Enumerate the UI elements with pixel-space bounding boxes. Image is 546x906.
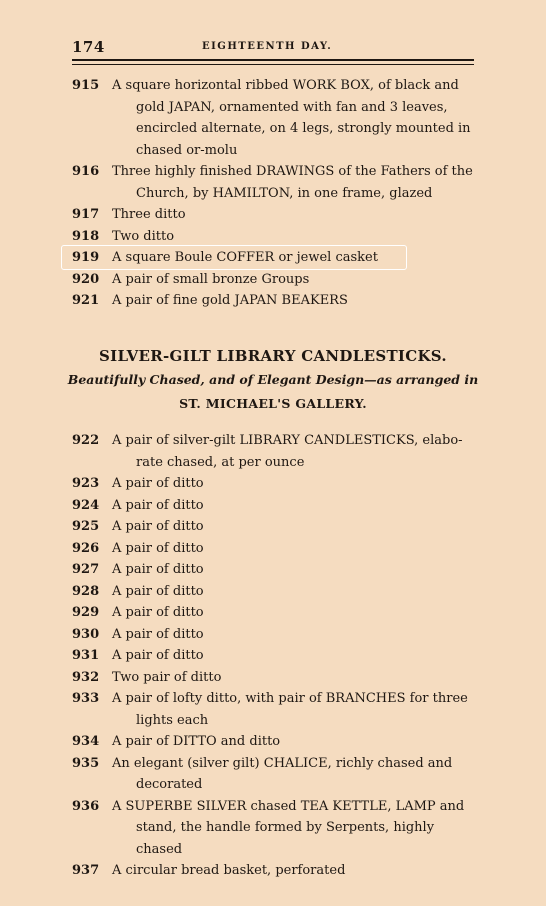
- lot-description-line: A pair of lofty ditto, with pair of BRANCHES for three: [112, 691, 468, 706]
- lot-description: [112, 473, 476, 495]
- lot-description: [112, 624, 476, 646]
- lot-number: 925: [72, 519, 100, 534]
- lot-description-line: Three ditto: [112, 207, 186, 222]
- lot-description-line: A square Boule COFFER or jewel casket: [112, 250, 378, 265]
- lot-description: [112, 495, 476, 517]
- lot-description-line: A pair of ditto: [112, 540, 204, 556]
- lot-description-line: A pair of DITTO and ditto: [112, 734, 281, 749]
- lot-number: 929: [72, 605, 100, 620]
- lot-number: 927: [72, 562, 100, 577]
- lot-list-bottom: [72, 430, 476, 882]
- header-rule-thick: [72, 59, 474, 61]
- lot-description-line: A pair of small bronze Groups: [112, 271, 310, 287]
- lot-description-line: A pair of ditto: [112, 605, 204, 620]
- lot-entry: [72, 860, 476, 882]
- lot-entry: [72, 624, 476, 646]
- lot-number: 923: [72, 476, 100, 491]
- lot-number: 919: [72, 250, 100, 265]
- lot-number: 933: [72, 691, 100, 706]
- lot-entry: [72, 688, 476, 731]
- lot-description-line: A pair of ditto: [112, 626, 204, 642]
- lot-description: [112, 667, 476, 689]
- lot-number: 924: [72, 497, 100, 513]
- lot-description: [112, 602, 476, 624]
- page-header: [72, 38, 474, 58]
- lot-description-line: stand, the handle formed by Serpents, highly chased: [136, 820, 435, 857]
- lot-description: [112, 688, 476, 731]
- lot-description: [112, 161, 476, 204]
- lot-description: [112, 731, 476, 753]
- section-subheading: Beautifully Chased, and of Elegant Design—as arranged in: [67, 372, 479, 387]
- lot-description: [112, 204, 476, 226]
- section-heading: SILVER-GILT LIBRARY CANDLESTICKS.: [99, 347, 447, 365]
- lot-entry: [72, 538, 476, 560]
- lot-number: 932: [72, 669, 100, 685]
- lot-entry: [72, 602, 476, 624]
- lot-entry: [72, 226, 476, 248]
- lot-number: 936: [72, 798, 100, 814]
- lot-description-line: lights each: [136, 712, 209, 728]
- lot-description-line: chased or-molu: [136, 142, 238, 158]
- lot-number: 915: [72, 78, 100, 93]
- highlight-box-lot-919: [61, 245, 407, 270]
- lot-list-top: [72, 75, 476, 312]
- lot-description-line: A pair of ditto: [112, 497, 204, 513]
- lot-description: [112, 581, 476, 603]
- lot-description-line: encircled alternate, on 4 legs, strongly mounted in: [136, 121, 471, 136]
- lot-entry: [72, 559, 476, 581]
- lot-number: 934: [72, 734, 100, 749]
- lot-description-line: A circular bread basket, perforated: [112, 863, 346, 878]
- lot-description-line: A pair of silver-gilt LIBRARY CANDLESTICKS, elabo-: [112, 433, 463, 448]
- lot-entry: [72, 430, 476, 473]
- lot-description-line: A square horizontal ribbed WORK BOX, of black and: [112, 78, 459, 93]
- lot-description: [112, 796, 476, 861]
- lot-description: [112, 226, 476, 248]
- lot-description: [112, 290, 476, 312]
- lot-number: 926: [72, 540, 100, 556]
- lot-description: [112, 269, 476, 291]
- lot-number: 922: [72, 433, 100, 448]
- lot-description-line: A pair of fine gold JAPAN BEAKERS: [112, 293, 348, 308]
- lot-entry: [72, 495, 476, 517]
- lot-description-line: A pair of ditto: [112, 583, 204, 599]
- lot-number: 930: [72, 626, 100, 642]
- lot-description-line: gold JAPAN, ornamented with fan and 3 leaves,: [136, 99, 448, 115]
- lot-entry: [72, 473, 476, 495]
- lot-description: [112, 559, 476, 581]
- running-title: EIGHTEENTH DAY.: [202, 41, 333, 52]
- lot-entry: [72, 290, 476, 312]
- lot-number: 917: [72, 207, 100, 222]
- lot-description-line: Two ditto: [112, 228, 175, 244]
- lot-description: [112, 516, 476, 538]
- lot-description-line: Church, by HAMILTON, in one frame, glazed: [136, 185, 433, 201]
- lot-description: [112, 75, 476, 161]
- lot-entry: [72, 75, 476, 161]
- lot-description: [112, 430, 476, 473]
- lot-entry: [72, 667, 476, 689]
- lot-entry: [72, 269, 476, 291]
- lot-description-line: An elegant (silver gilt) CHALICE, richly chased and: [112, 755, 453, 771]
- lot-description-line: A pair of ditto: [112, 562, 204, 577]
- lot-entry: [72, 516, 476, 538]
- lot-description: [112, 538, 476, 560]
- lot-description: [112, 645, 476, 667]
- lot-number: 928: [72, 583, 100, 599]
- header-rule-thin: [72, 64, 474, 65]
- lot-description-line: A pair of ditto: [112, 519, 204, 534]
- page-number: 174: [72, 38, 105, 56]
- lot-number: 918: [72, 228, 100, 244]
- lot-number: 916: [72, 164, 100, 179]
- lot-description-line: A SUPERBE SILVER chased TEA KETTLE, LAMP and: [112, 798, 465, 814]
- lot-description: [112, 860, 476, 882]
- lot-description-line: Two pair of ditto: [112, 669, 222, 685]
- lot-number: 937: [72, 863, 100, 878]
- lot-entry: [72, 731, 476, 753]
- lot-entry: [72, 204, 476, 226]
- lot-entry: [72, 645, 476, 667]
- lot-entry: [72, 796, 476, 861]
- lot-description-line: A pair of ditto: [112, 476, 204, 491]
- lot-description: [112, 753, 476, 796]
- lot-entry: [72, 581, 476, 603]
- lot-number: 931: [72, 648, 100, 663]
- lot-entry: [72, 161, 476, 204]
- lot-description-line: rate chased, at per ounce: [136, 454, 305, 470]
- lot-description-line: A pair of ditto: [112, 648, 204, 663]
- lot-number: 935: [72, 755, 100, 771]
- section-location: ST. MICHAEL'S GALLERY.: [179, 396, 367, 411]
- lot-number: 921: [72, 293, 100, 308]
- lot-description-line: decorated: [136, 777, 203, 792]
- lot-entry: [72, 753, 476, 796]
- lot-number: 920: [72, 271, 100, 287]
- lot-description-line: Three highly finished DRAWINGS of the Fathers of the: [112, 164, 473, 179]
